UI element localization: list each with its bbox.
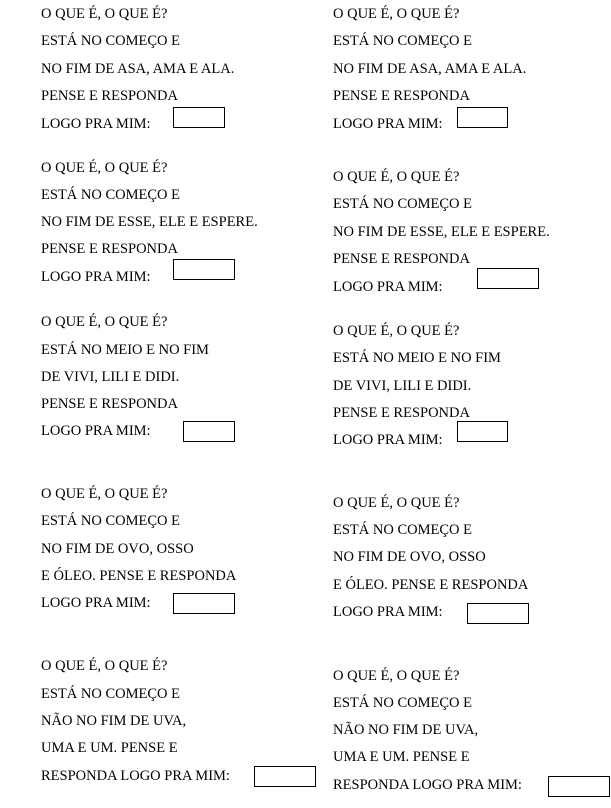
- riddle-line: LOGO PRA MIM:: [41, 595, 151, 611]
- riddle-line: LOGO PRA MIM:: [333, 279, 443, 295]
- riddle-line: LOGO PRA MIM:: [41, 423, 151, 439]
- riddle-line: PENSE E RESPONDA: [41, 88, 178, 104]
- riddle-line: NO FIM DE ASA, AMA E ALA.: [333, 61, 527, 77]
- answer-box[interactable]: [173, 107, 225, 128]
- riddle-line: ESTÁ NO MEIO E NO FIM: [333, 350, 501, 366]
- riddle-line: E ÓLEO. PENSE E RESPONDA: [333, 577, 529, 593]
- answer-box[interactable]: [254, 766, 316, 787]
- riddle-line: NÃO NO FIM DE UVA,: [41, 713, 187, 729]
- riddle-line: UMA E UM. PENSE E: [41, 740, 178, 756]
- riddle-line: O QUE É, O QUE É?: [333, 323, 460, 339]
- answer-box[interactable]: [173, 259, 235, 280]
- riddle-line: ESTÁ NO COMEÇO E: [333, 695, 472, 711]
- riddle-line: NO FIM DE OVO, OSSO: [333, 549, 486, 565]
- riddle-line: LOGO PRA MIM:: [333, 432, 443, 448]
- riddle-line: DE VIVI, LILI E DIDI.: [41, 369, 180, 385]
- answer-box[interactable]: [173, 593, 235, 614]
- riddle-line: O QUE É, O QUE É?: [333, 668, 460, 684]
- answer-box[interactable]: [548, 776, 610, 797]
- riddle-line: O QUE É, O QUE É?: [333, 6, 460, 22]
- riddle-line: NO FIM DE ESSE, ELE E ESPERE.: [41, 214, 258, 230]
- riddle-line: ESTÁ NO COMEÇO E: [41, 513, 180, 529]
- riddle-line: ESTÁ NO COMEÇO E: [41, 686, 180, 702]
- riddle-line: DE VIVI, LILI E DIDI.: [333, 378, 472, 394]
- riddle-line: O QUE É, O QUE É?: [333, 169, 460, 185]
- riddle-line: RESPONDA LOGO PRA MIM:: [41, 768, 230, 784]
- answer-box[interactable]: [183, 421, 235, 442]
- riddle-line: ESTÁ NO MEIO E NO FIM: [41, 342, 209, 358]
- riddle-line: O QUE É, O QUE É?: [41, 658, 168, 674]
- riddle-line: PENSE E RESPONDA: [333, 88, 470, 104]
- riddle-line: NO FIM DE ASA, AMA E ALA.: [41, 61, 235, 77]
- riddle-line: O QUE É, O QUE É?: [41, 160, 168, 176]
- answer-box[interactable]: [467, 603, 529, 624]
- riddle-line: PENSE E RESPONDA: [41, 396, 178, 412]
- riddle-line: LOGO PRA MIM:: [333, 116, 443, 132]
- riddle-line: PENSE E RESPONDA: [333, 405, 470, 421]
- riddle-line: NO FIM DE ESSE, ELE E ESPERE.: [333, 224, 550, 240]
- riddle-line: O QUE É, O QUE É?: [41, 486, 168, 502]
- riddle-line: LOGO PRA MIM:: [41, 116, 151, 132]
- riddle-line: NÃO NO FIM DE UVA,: [333, 722, 479, 738]
- riddle-line: O QUE É, O QUE É?: [41, 6, 168, 22]
- riddle-line: PENSE E RESPONDA: [333, 251, 470, 267]
- riddle-line: ESTÁ NO COMEÇO E: [333, 522, 472, 538]
- riddle-line: RESPONDA LOGO PRA MIM:: [333, 777, 522, 793]
- answer-box[interactable]: [457, 107, 508, 128]
- riddle-line: E ÓLEO. PENSE E RESPONDA: [41, 568, 237, 584]
- riddle-line: LOGO PRA MIM:: [41, 269, 151, 285]
- answer-box[interactable]: [457, 421, 508, 442]
- riddle-line: ESTÁ NO COMEÇO E: [41, 33, 180, 49]
- riddle-line: O QUE É, O QUE É?: [333, 495, 460, 511]
- riddle-line: ESTÁ NO COMEÇO E: [333, 196, 472, 212]
- riddle-line: LOGO PRA MIM:: [333, 604, 443, 620]
- riddle-line: PENSE E RESPONDA: [41, 241, 178, 257]
- riddle-line: ESTÁ NO COMEÇO E: [333, 33, 472, 49]
- riddle-line: UMA E UM. PENSE E: [333, 749, 470, 765]
- riddle-line: NO FIM DE OVO, OSSO: [41, 541, 194, 557]
- riddle-line: O QUE É, O QUE É?: [41, 314, 168, 330]
- answer-box[interactable]: [477, 268, 539, 289]
- riddle-line: ESTÁ NO COMEÇO E: [41, 187, 180, 203]
